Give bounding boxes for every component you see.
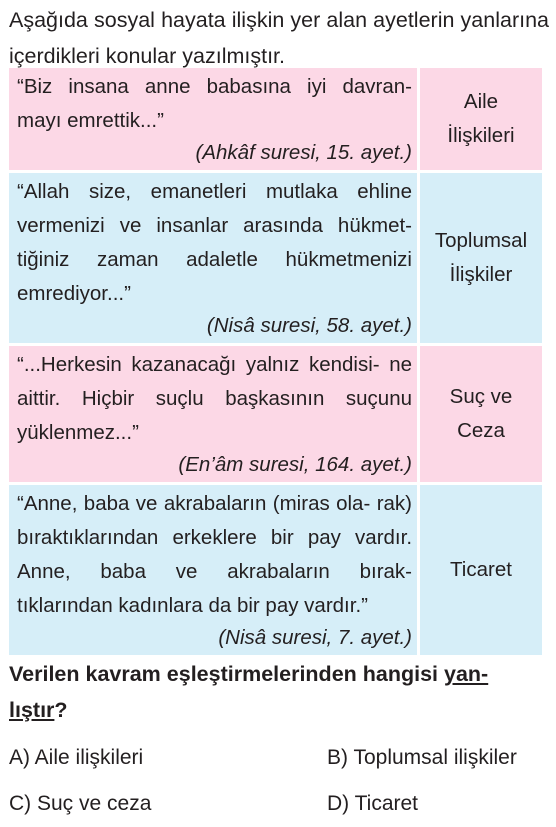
topic-cell <box>420 485 542 655</box>
topic-cell <box>420 173 542 343</box>
verse-cell <box>9 173 417 343</box>
topic-line: Toplumsal <box>434 229 528 252</box>
question-part: Verilen kavram eşleştirmelerinden hangisi <box>9 662 444 686</box>
verse-line: “Allah size, emanetleri mutlaka ehline <box>17 180 412 203</box>
verse-source: (Ahkâf suresi, 15. ayet.) <box>195 141 412 164</box>
verse-line: emrediyor...” <box>17 282 131 305</box>
verse-line: “...Herkesin kazanacağı yalnız kendisi- <box>17 353 380 376</box>
table-row <box>9 485 545 655</box>
verse-line: vardır. Anne, baba ve akrabaların bırak- <box>17 526 413 583</box>
table-row <box>9 173 545 343</box>
topic-cell <box>420 346 542 482</box>
verse-line: tıklarından kadınlara da bir pay vardır.” <box>17 594 368 617</box>
topic-line: Suç ve <box>449 385 513 408</box>
verse-line: vermenizi ve insanlar arasında hükmet- <box>17 214 412 237</box>
topic-cell <box>420 68 542 170</box>
verse-text <box>17 70 412 138</box>
verse-line: tiğiniz zaman adaletle hükmetmenizi <box>17 248 412 271</box>
intro-text: Aşağıda sosyal hayata ilişkin yer alan ayetlerin yanlarına içerdikleri konular yazılmıştır. <box>9 8 549 68</box>
verse-text <box>17 175 412 311</box>
question-text <box>9 656 549 728</box>
topic-line: İlişkileri <box>447 124 515 147</box>
verse-text <box>17 487 412 623</box>
verse-line: “Anne, baba ve akrabaların (miras ola- <box>17 492 371 515</box>
verse-line: yüklenmez...” <box>17 421 139 444</box>
verse-source: (En’âm suresi, 164. ayet.) <box>178 453 412 476</box>
verse-source: (Nisâ suresi, 58. ayet.) <box>206 314 412 337</box>
verse-text <box>17 348 412 450</box>
verse-table <box>9 68 545 658</box>
verse-line: rak) bıraktıklarından erkeklere bir pay <box>17 492 413 549</box>
option-b[interactable]: B) Toplumsal ilişkiler <box>327 746 517 769</box>
verse-line: “Biz insana anne babasına iyi davran- <box>17 75 412 98</box>
question-underlined-cont: lıştır <box>9 698 55 722</box>
verse-line: ne aittir. Hiçbir suçlu başkasının suçunu <box>17 353 412 410</box>
question-underlined: yan- <box>444 662 489 686</box>
topic-line: Aile <box>463 90 499 113</box>
verse-source: (Nisâ suresi, 7. ayet.) <box>218 626 412 649</box>
table-row <box>9 68 545 170</box>
question-mark: ? <box>54 698 68 722</box>
topic-line: Ticaret <box>450 558 512 581</box>
option-c[interactable]: C) Suç ve ceza <box>9 792 152 815</box>
table-row <box>9 346 545 482</box>
verse-line: mayı emrettik...” <box>17 109 164 132</box>
topic-line: İlişkiler <box>449 263 513 286</box>
option-d[interactable]: D) Ticaret <box>327 792 419 815</box>
verse-cell <box>9 346 417 482</box>
verse-cell <box>9 485 417 655</box>
option-a[interactable]: A) Aile ilişkileri <box>9 746 144 769</box>
verse-cell <box>9 68 417 170</box>
topic-line: Ceza <box>457 419 505 442</box>
